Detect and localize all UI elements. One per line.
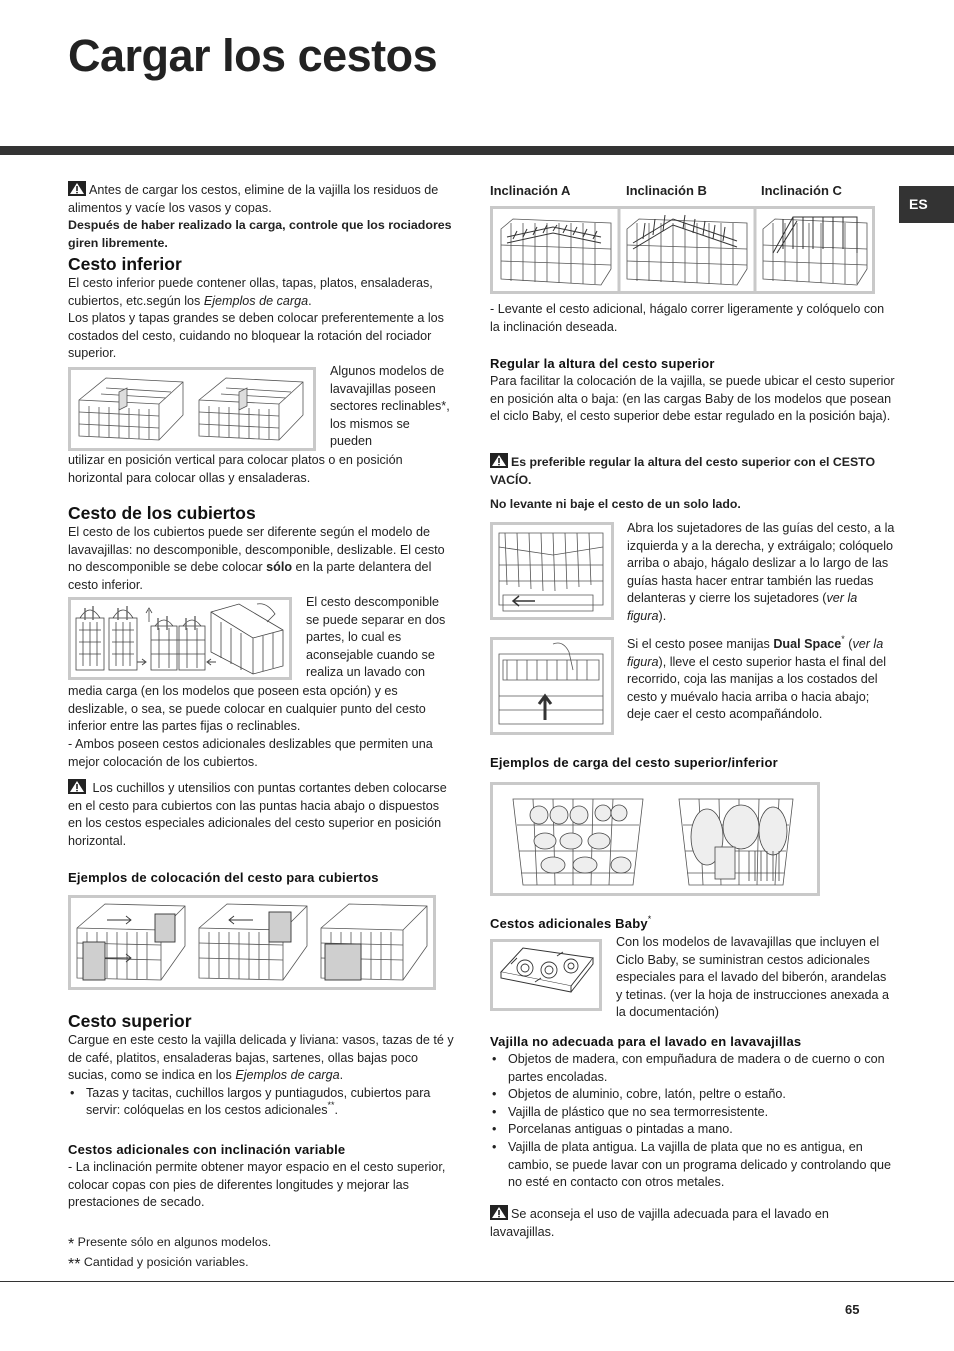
baby-paragraph: Con los modelos de lavavajillas que incluyen el Ciclo Baby, se suministran cestos adicionales especiales para el lavado del biberón, arandelas y tetinas. (ver la hoja de instrucciones anexada a la documentación) [616, 935, 890, 1020]
section-inclinacion [68, 1141, 454, 1212]
heading-ejemplos-cubiertos: Ejemplos de colocación del cesto para cubiertos [68, 870, 379, 885]
regular-warning-text: Es preferible regular la altura del cesto superior con el CESTO VACÍO. [490, 455, 876, 487]
label-inclinacion-b: Inclinación B [626, 183, 707, 198]
heading-regular-altura: Regular la altura del cesto superior [490, 356, 715, 371]
cuchillos-warning [68, 779, 454, 850]
footnote-2: ** Cantidad y posición variables. [68, 1254, 249, 1273]
intro-paragraph [68, 181, 454, 217]
list-item: • Porcelanas antiguas o pintadas a mano. [490, 1121, 895, 1139]
footnotes [68, 1234, 454, 1273]
list-item: • Objetos de madera, con empuñadura de madera o de cuerno o con partes encoladas. [490, 1051, 895, 1086]
load-examples-illustration [493, 785, 817, 893]
final-warning-text: Se aconseja el uso de vajilla adecuada para el lavado en lavavajillas. [490, 1207, 829, 1239]
cutlery-examples-illustration [71, 898, 433, 987]
heading-cesto-inferior: Cesto inferior [68, 254, 182, 274]
superior-paragraph: Cargue en este cesto la vajilla delicada y liviana: vasos, tazas de té y de café, platitos, ensaladeras bajas, sartenes, ollas bajas poco sucias, como se indica en los Ejemplos de carga. [68, 1033, 454, 1083]
dual-space-paragraph: Si el cesto posee manijas Dual Space* (ver la figura), lleve el cesto superior hasta el final del recorrido, coja las manijas a los costados del cesto y muévalo hacia arriba o hacia abajo; deje caer el cesto acompañándolo. [627, 634, 887, 722]
section-cesto-cubiertos [68, 502, 454, 594]
footnote-1: * Presente sólo en algunos modelos. [68, 1235, 272, 1253]
page-title: Cargar los cestos [68, 30, 438, 81]
section-regular-altura [490, 355, 895, 426]
final-warning [490, 1205, 890, 1241]
inclination-illustration [493, 209, 872, 291]
figure-load-examples [490, 782, 820, 896]
figure-dual-space [490, 637, 614, 735]
warning-icon [490, 1205, 508, 1220]
label-inclinacion-a: Inclinación A [490, 183, 571, 198]
sujetadores-paragraph: Abra los sujetadores de las guías del cesto, a la izquierda y a la derecha, y extráigalo; colóquelo arriba o abajo, hágalo deslizar a lo largo de las guías hasta hacer entrar también las ruedas delanteras y cierre los sujetadores (ver la figura). [627, 521, 895, 623]
page-number: 65 [845, 1302, 860, 1317]
inferior-paragraph-3: utilizar en posición vertical para colocar platos o en posición horizontal para colocar ollas y ensaladeras. [68, 453, 403, 485]
cutlery-basket-illustration [71, 600, 289, 677]
figure-basket-rails [490, 522, 614, 620]
figure-lower-basket [68, 367, 316, 451]
heading-cesto-superior: Cesto superior [68, 1011, 192, 1031]
basket-rails-illustration [493, 525, 611, 617]
cuchillos-text: Los cuchillos y utensilios con puntas cortantes deben colocarse en el cesto para cubiertos con las puntas hacia abajo o dispuestos en los cestos especiales adicionales del cesto superior en posición horizontal. [68, 781, 447, 848]
figure-baby-basket [490, 939, 602, 1011]
regular-paragraph: Para facilitar la colocación de la vajilla, se puede ubicar el cesto superior en posición alta o baja: (en las cargas Baby de los modelos que posean el ciclo Baby, el cesto superior debe estar regulado en la posición baja). [490, 374, 895, 424]
footer-rule [0, 1281, 954, 1282]
cubiertos-paragraph-3: - Ambos poseen cestos adicionales deslizables que permiten una mejor colocación de los cubiertos. [68, 737, 433, 769]
inferior-paragraph-2: Los platos y tapas grandes se deben colocar preferentemente a los costados del cesto, cuidando no bloquear la rotación del rociador superior. [68, 311, 444, 361]
warning-icon [68, 779, 86, 794]
lower-basket-illustration [71, 370, 313, 448]
list-item: • Tazas y tacitas, cuchillos largos y puntiagudos, cubiertos para servir: colóquelas en los cestos adicionales**. [68, 1085, 454, 1120]
inferior-paragraph-1: El cesto inferior puede contener ollas, tapas, platos, ensaladeras, cubiertos, etc.según los Ejemplos de carga. [68, 276, 433, 308]
figure-inclination [490, 206, 875, 294]
section-cesto-inferior [68, 253, 454, 363]
warning-icon [490, 453, 508, 468]
list-item: • Vajilla de plata antigua. La vajilla de plata que no es antigua, en cambio, se puede lavar con un programa delicado y controlando que no esté en contacto con otros metales. [490, 1139, 895, 1192]
inferior-side-note: Algunos modelos de lavavajillas poseen sectores reclinables*, los mismos se pueden [330, 364, 450, 449]
heading-ejemplos-carga: Ejemplos de carga del cesto superior/inferior [490, 755, 778, 770]
no-adecuada-list [490, 1051, 895, 1192]
heading-cesto-cubiertos: Cesto de los cubiertos [68, 503, 256, 523]
cubiertos-paragraph-2: media carga (en los modelos que poseen esta opción) y es deslizable, o sea, se puede colocar en cualquier punto del cesto inferior entre las partes fijas o reclinables. [68, 684, 426, 734]
list-item: • Objetos de aluminio, cobre, latón, peltre o estaño. [490, 1086, 895, 1104]
section-baby [490, 915, 895, 933]
baby-basket-illustration [493, 942, 599, 1008]
section-no-adecuada [490, 1033, 895, 1192]
levante-paragraph: - Levante el cesto adicional, hágalo correr ligeramente y colóquelo con la inclinación deseada. [490, 302, 885, 334]
cubiertos-side-note: El cesto descomponible se puede separar en dos partes, lo cual es aconsejable cuando se realiza un lavado con [306, 595, 446, 680]
inclinacion-paragraph: - La inclinación permite obtener mayor espacio en el cesto superior, colocar copas con pies de diferentes longitudes y mejorar las prestaciones de secado. [68, 1160, 446, 1210]
superior-list [68, 1085, 454, 1120]
intro-bold: Después de haber realizado la carga, controle que los rociadores giren libremente. [68, 218, 452, 250]
heading-no-adecuada: Vajilla no adecuada para el lavado en lavavajillas [490, 1034, 802, 1049]
dual-space-illustration [493, 640, 611, 732]
header-bar [0, 146, 954, 155]
list-item: • Vajilla de plástico que no sea termorresistente. [490, 1104, 895, 1122]
section-cesto-superior [68, 1010, 454, 1120]
intro-block [68, 181, 454, 252]
intro-text: Antes de cargar los cestos, elimine de la vajilla los residuos de alimentos y vacíe los vasos y copas. [68, 183, 439, 215]
heading-baby: Cestos adicionales Baby* [490, 914, 652, 931]
heading-inclinacion: Cestos adicionales con inclinación variable [68, 1142, 346, 1157]
figure-cutlery-basket [68, 597, 292, 680]
regular-warning [490, 453, 885, 489]
regular-bold-note: No levante ni baje el cesto de un solo lado. [490, 497, 741, 511]
warning-icon [68, 181, 86, 196]
language-tab: ES [899, 186, 954, 223]
label-inclinacion-c: Inclinación C [761, 183, 842, 198]
figure-cutlery-examples [68, 895, 436, 990]
cubiertos-paragraph-1: El cesto de los cubiertos puede ser diferente según el modelo de lavavajillas: no descomponible, descomponible, deslizable. El cesto no descomponible se debe colocar sólo en la parte delantera del cesto inferior. [68, 525, 445, 592]
